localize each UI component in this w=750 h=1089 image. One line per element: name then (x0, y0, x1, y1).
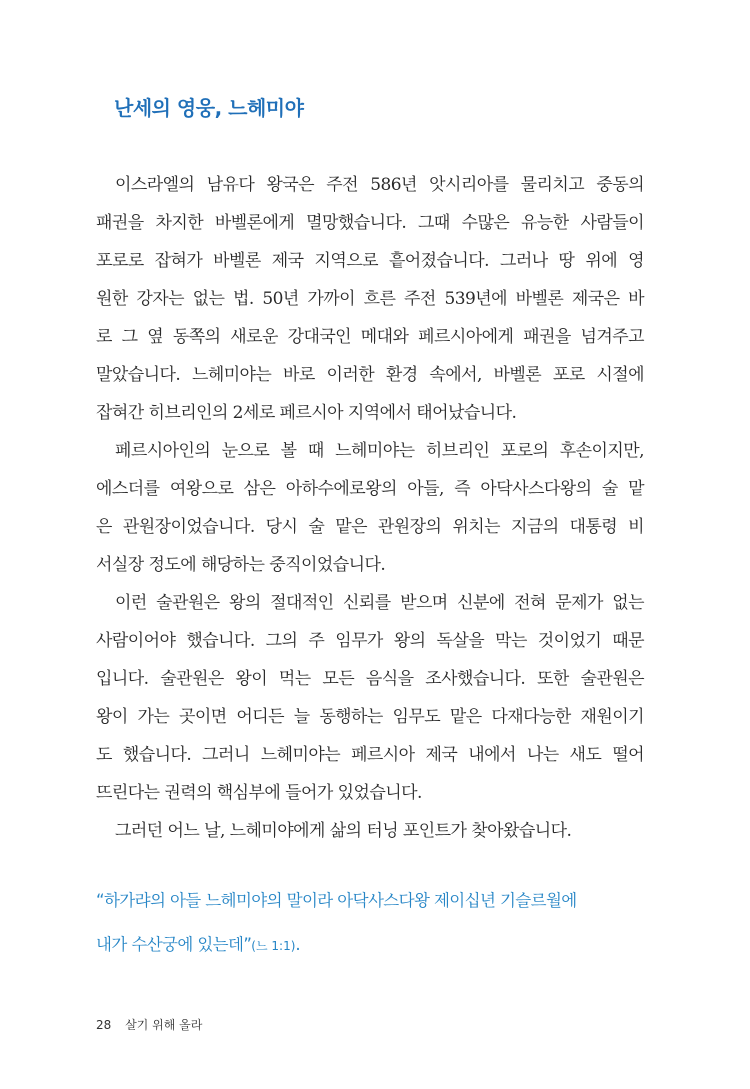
quote-line: “하가랴의 아들 느헤미야의 말이라 아닥사스다왕 제이십년 기슬르월에 (96, 891, 577, 910)
quote-period: . (295, 935, 301, 954)
body-text (96, 166, 644, 850)
text-line: 입니다. 술관원은 왕이 먹는 모든 음식을 조사했습니다. 또한 술관원은 (96, 669, 644, 689)
paragraph (96, 432, 644, 584)
text-line: 원한 강자는 없는 법. 50년 가까이 흐른 주전 539년에 바벨론 제국은 바 (96, 289, 644, 309)
text-line: 패권을 차지한 바벨론에게 멸망했습니다. 그때 수많은 유능한 사람들이 (96, 213, 644, 233)
page-footer (96, 1016, 202, 1033)
quote-text: 내가 수산궁에 있는데” (96, 935, 252, 954)
paragraph (96, 166, 644, 432)
text-line: 서실장 정도에 해당하는 중직이었습니다. (96, 555, 386, 575)
text-line: 잡혀간 히브리인의 2세로 페르시아 지역에서 태어났습니다. (96, 403, 517, 423)
quote-citation: (느 1:1) (251, 939, 296, 953)
text-line: 은 관원장이었습니다. 당시 술 맡은 관원장의 위치는 지금의 대통령 비 (96, 517, 644, 537)
book-title: 살기 위해 올라 (125, 1018, 203, 1032)
section-heading: 난세의 영웅, 느헤미야 (114, 96, 304, 120)
text-line: 그러던 어느 날, 느헤미야에게 삶의 터닝 포인트가 찾아왔습니다. (115, 821, 572, 841)
text-line: 도 했습니다. 그러니 느헤미야는 페르시아 제국 내에서 나는 새도 떨어 (96, 745, 644, 765)
scripture-quote (96, 879, 644, 967)
text-line: 뜨린다는 권력의 핵심부에 들어가 있었습니다. (96, 783, 422, 803)
text-line: 포로로 잡혀가 바벨론 제국 지역으로 흩어졌습니다. 그러나 땅 위에 영 (96, 251, 644, 271)
quote-line (96, 923, 644, 967)
text-line: 왕이 가는 곳이면 어디든 늘 동행하는 임무도 맡은 다재다능한 재원이기 (96, 707, 644, 727)
text-line: 이런 술관원은 왕의 절대적인 신뢰를 받으며 신분에 전혀 문제가 없는 (115, 593, 644, 613)
text-line: 로 그 옆 동쪽의 새로운 강대국인 메대와 페르시아에게 패권을 넘겨주고 (96, 327, 644, 347)
paragraph (96, 584, 644, 812)
text-line: 에스더를 여왕으로 삼은 아하수에로왕의 아들, 즉 아닥사스다왕의 술 맡 (96, 479, 644, 499)
page-number: 28 (96, 1018, 112, 1032)
text-line: 이스라엘의 남유다 왕국은 주전 586년 앗시리아를 물리치고 중동의 (115, 175, 644, 195)
text-line: 말았습니다. 느헤미야는 바로 이러한 환경 속에서, 바벨론 포로 시절에 (96, 365, 644, 385)
text-line: 사람이어야 했습니다. 그의 주 임무가 왕의 독살을 막는 것이었기 때문 (96, 631, 644, 651)
paragraph (96, 812, 644, 850)
text-line: 페르시아인의 눈으로 볼 때 느헤미야는 히브리인 포로의 후손이지만, (115, 441, 644, 461)
